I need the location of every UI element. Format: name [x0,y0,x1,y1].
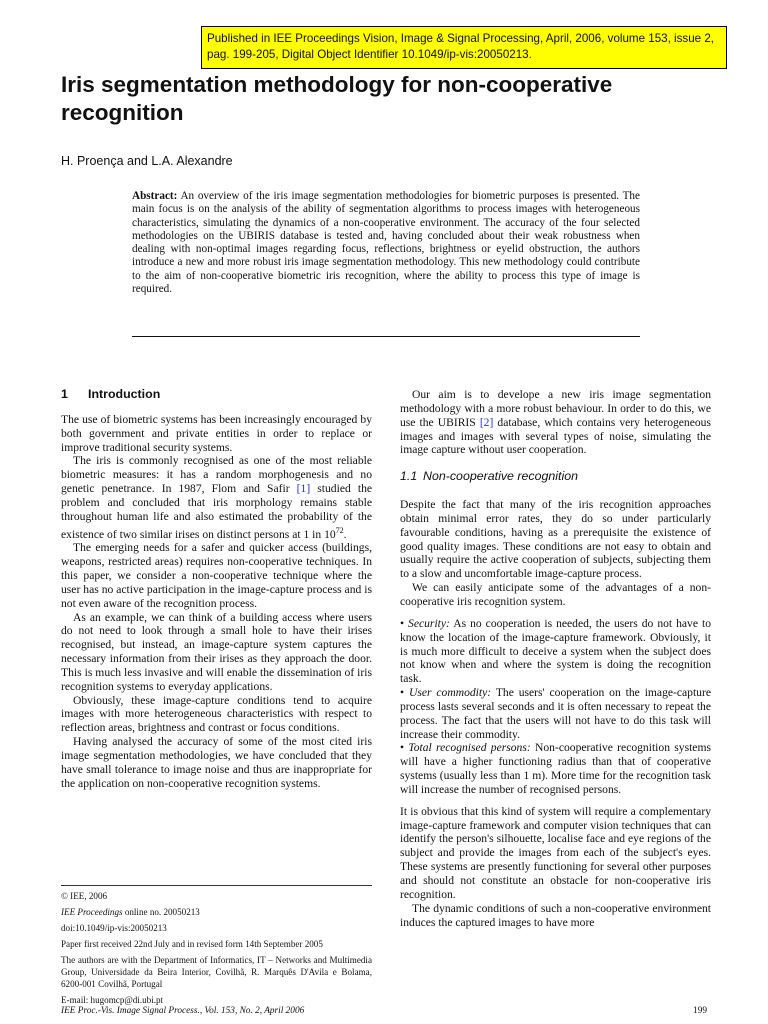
received-date: Paper first received 22nd July and in revised form 14th September 2005 [61,939,323,949]
footer-journal: IEE Proc.-Vis. Image Signal Process., Vol. 153, No. 2, April 2006 [61,1006,305,1016]
publication-notice: Published in IEE Proceedings Vision, Image & Signal Processing, April, 2006, volume 153, issue 2, pag. 199-205, Digital Object Identifier 10.1049/ip-vis:20050213. [207,32,714,61]
paragraph: It is obvious that this kind of system will require a complementary image-capture framework and computer vision techniques that can identify the person's silhouette, localise face and eye regions of the subject and provide the images from each of the subject's eyes. These systems are presently functioning for several other purposes and should not constitute an obstacle for non-cooperative iris recognition. [400,804,711,901]
section-number: 1 [61,387,68,401]
footnote [61,885,372,1006]
bullet-item: • Security: As no cooperation is needed, the users do not have to know the location of the image-capture framework. Obviously, it is much more difficult to deceive a system when the subject does not know when and where the system is doing the recognition task. [400,616,711,686]
section-title: Introduction [88,387,161,401]
paragraph: The use of biometric systems has been increasingly encouraged by both government and private entities in order to replace or improve traditional security systems. [61,412,372,454]
subsection-title: Non-cooperative recognition [423,469,578,484]
paragraph: Despite the fact that many of the iris recognition approaches obtain minimal error rates, they do so under particularly favourable conditions, having as a prerequisite the existence of good quality images. These conditions are not easy to obtain and usually require the active cooperation of subjects, subjecting them to a slow and uncomfortable image-capture process. [400,498,711,581]
authors: H. Proença and L.A. Alexandre [61,154,233,168]
bullet-item: • Total recognised persons: Non-cooperative recognition systems will have a higher functioning radius than that of cooperative systems (usually less than 1 m). More time for the recognition task will increase the number of recognised persons. [400,741,711,796]
paragraph: Our aim is to develope a new iris image segmentation methodology with a more robust behaviour. In order to do this, we use the UBIRIS [2] database, which contains very heterogeneous images and images with several types of noise, simulating the image capture without user cooperation. [400,388,711,457]
paragraph: As an example, we can think of a building access where users do not need to look through a small hole to have their irises recognised, but instead, an image-capture system captures the necessary information from their irises as they approach the door. This is much less invasive and will enable the dissemination of iris recognition systems to everyday applications. [61,610,372,693]
abstract-text: An overview of the iris image segmentation methodologies for biometric purposes is presented. The main focus is on the analysis of the ability of segmentation algorithms to process images with heterogeneous characteristics, simulating the dynamics of a non-cooperative environment. The accuracy of the four selected methodologies on the UBIRIS database is tested and, having concluded about their weak robustness when dealing with non-optimal images regarding focus, reflections, brightness or eyelid obstruction, the authors introduce a new and more robust iris image segmentation methodology. This new methodology could contribute to the aim of non-cooperative biometric iris recognition, where the ability to process this type of image is required. [132,190,640,296]
publication-notice-box [201,26,727,69]
abstract [132,190,640,296]
subsection-heading [400,470,711,484]
right-column [400,388,711,929]
citation-link[interactable]: [1] [296,482,311,496]
paper-title: Iris segmentation methodology for non-cooperative recognition [61,72,613,125]
doi: doi:10.1049/ip-vis:20050213 [61,923,167,933]
abstract-label: Abstract: [132,190,178,202]
citation-link[interactable]: [2] [479,415,494,429]
subsection-number: 1.1 [400,469,418,484]
paragraph: The iris is commonly recognised as one of the most reliable biometric measures: it has a random morphogenesis and no genetic penetrance. In 1987, Flom and Safir [1] studied the problem and concluded that iris morphology remains stable throughout human life and also estimated the probability of the existence of two similar irises on distinct persons at 1 in $10^{72}$. [61,454,373,541]
online-number: IEE Proceedings online no. 20050213 [61,907,200,917]
copyright: © IEE, 2006 [61,891,108,901]
paragraph: The dynamic conditions of such a non-cooperative environment induces the captured images to have more [400,901,711,929]
paragraph: The emerging needs for a safer and quicker access (buildings, weapons, restricted areas) requires non-cooperative techniques. In this paper, we consider a non-cooperative technique where the user has no active participation in the image-capture process and is not even aware of the recognition process. [61,541,372,610]
bullet-item: • User commodity: The users' cooperation on the image-capture process lasts several seconds and it is often necessary to repeat the process. The fact that the users will not have to do this task will increase their commodity. [400,686,711,741]
email: E-mail: hugomcp@di.ubi.pt [61,995,164,1005]
paragraph: We can easily anticipate some of the advantages of a non-cooperative iris recognition system. [400,581,711,608]
abstract-divider [132,336,640,337]
page-number: 199 [693,1006,707,1016]
affiliation: The authors are with the Department of Informatics, IT – Networks and Multimedia Group, Universidade da Beira Interior, Covilhã, R. Marquês D'Avila e Bolama, 6200-001 Covilhã, Portugal [61,955,372,989]
left-column [61,388,372,790]
paragraph: Having analysed the accuracy of some of the most cited iris image segmentation methodologies, we have concluded that they have small tolerance to image noise and thus are inappropriate for the application on non-cooperative recognition systems. [61,735,372,790]
section-heading [61,388,372,402]
paragraph: Obviously, these image-capture conditions tend to acquire images with more heterogeneous characteristics with respect to reflection areas, brightness and contrast or focus conditions. [61,693,372,735]
